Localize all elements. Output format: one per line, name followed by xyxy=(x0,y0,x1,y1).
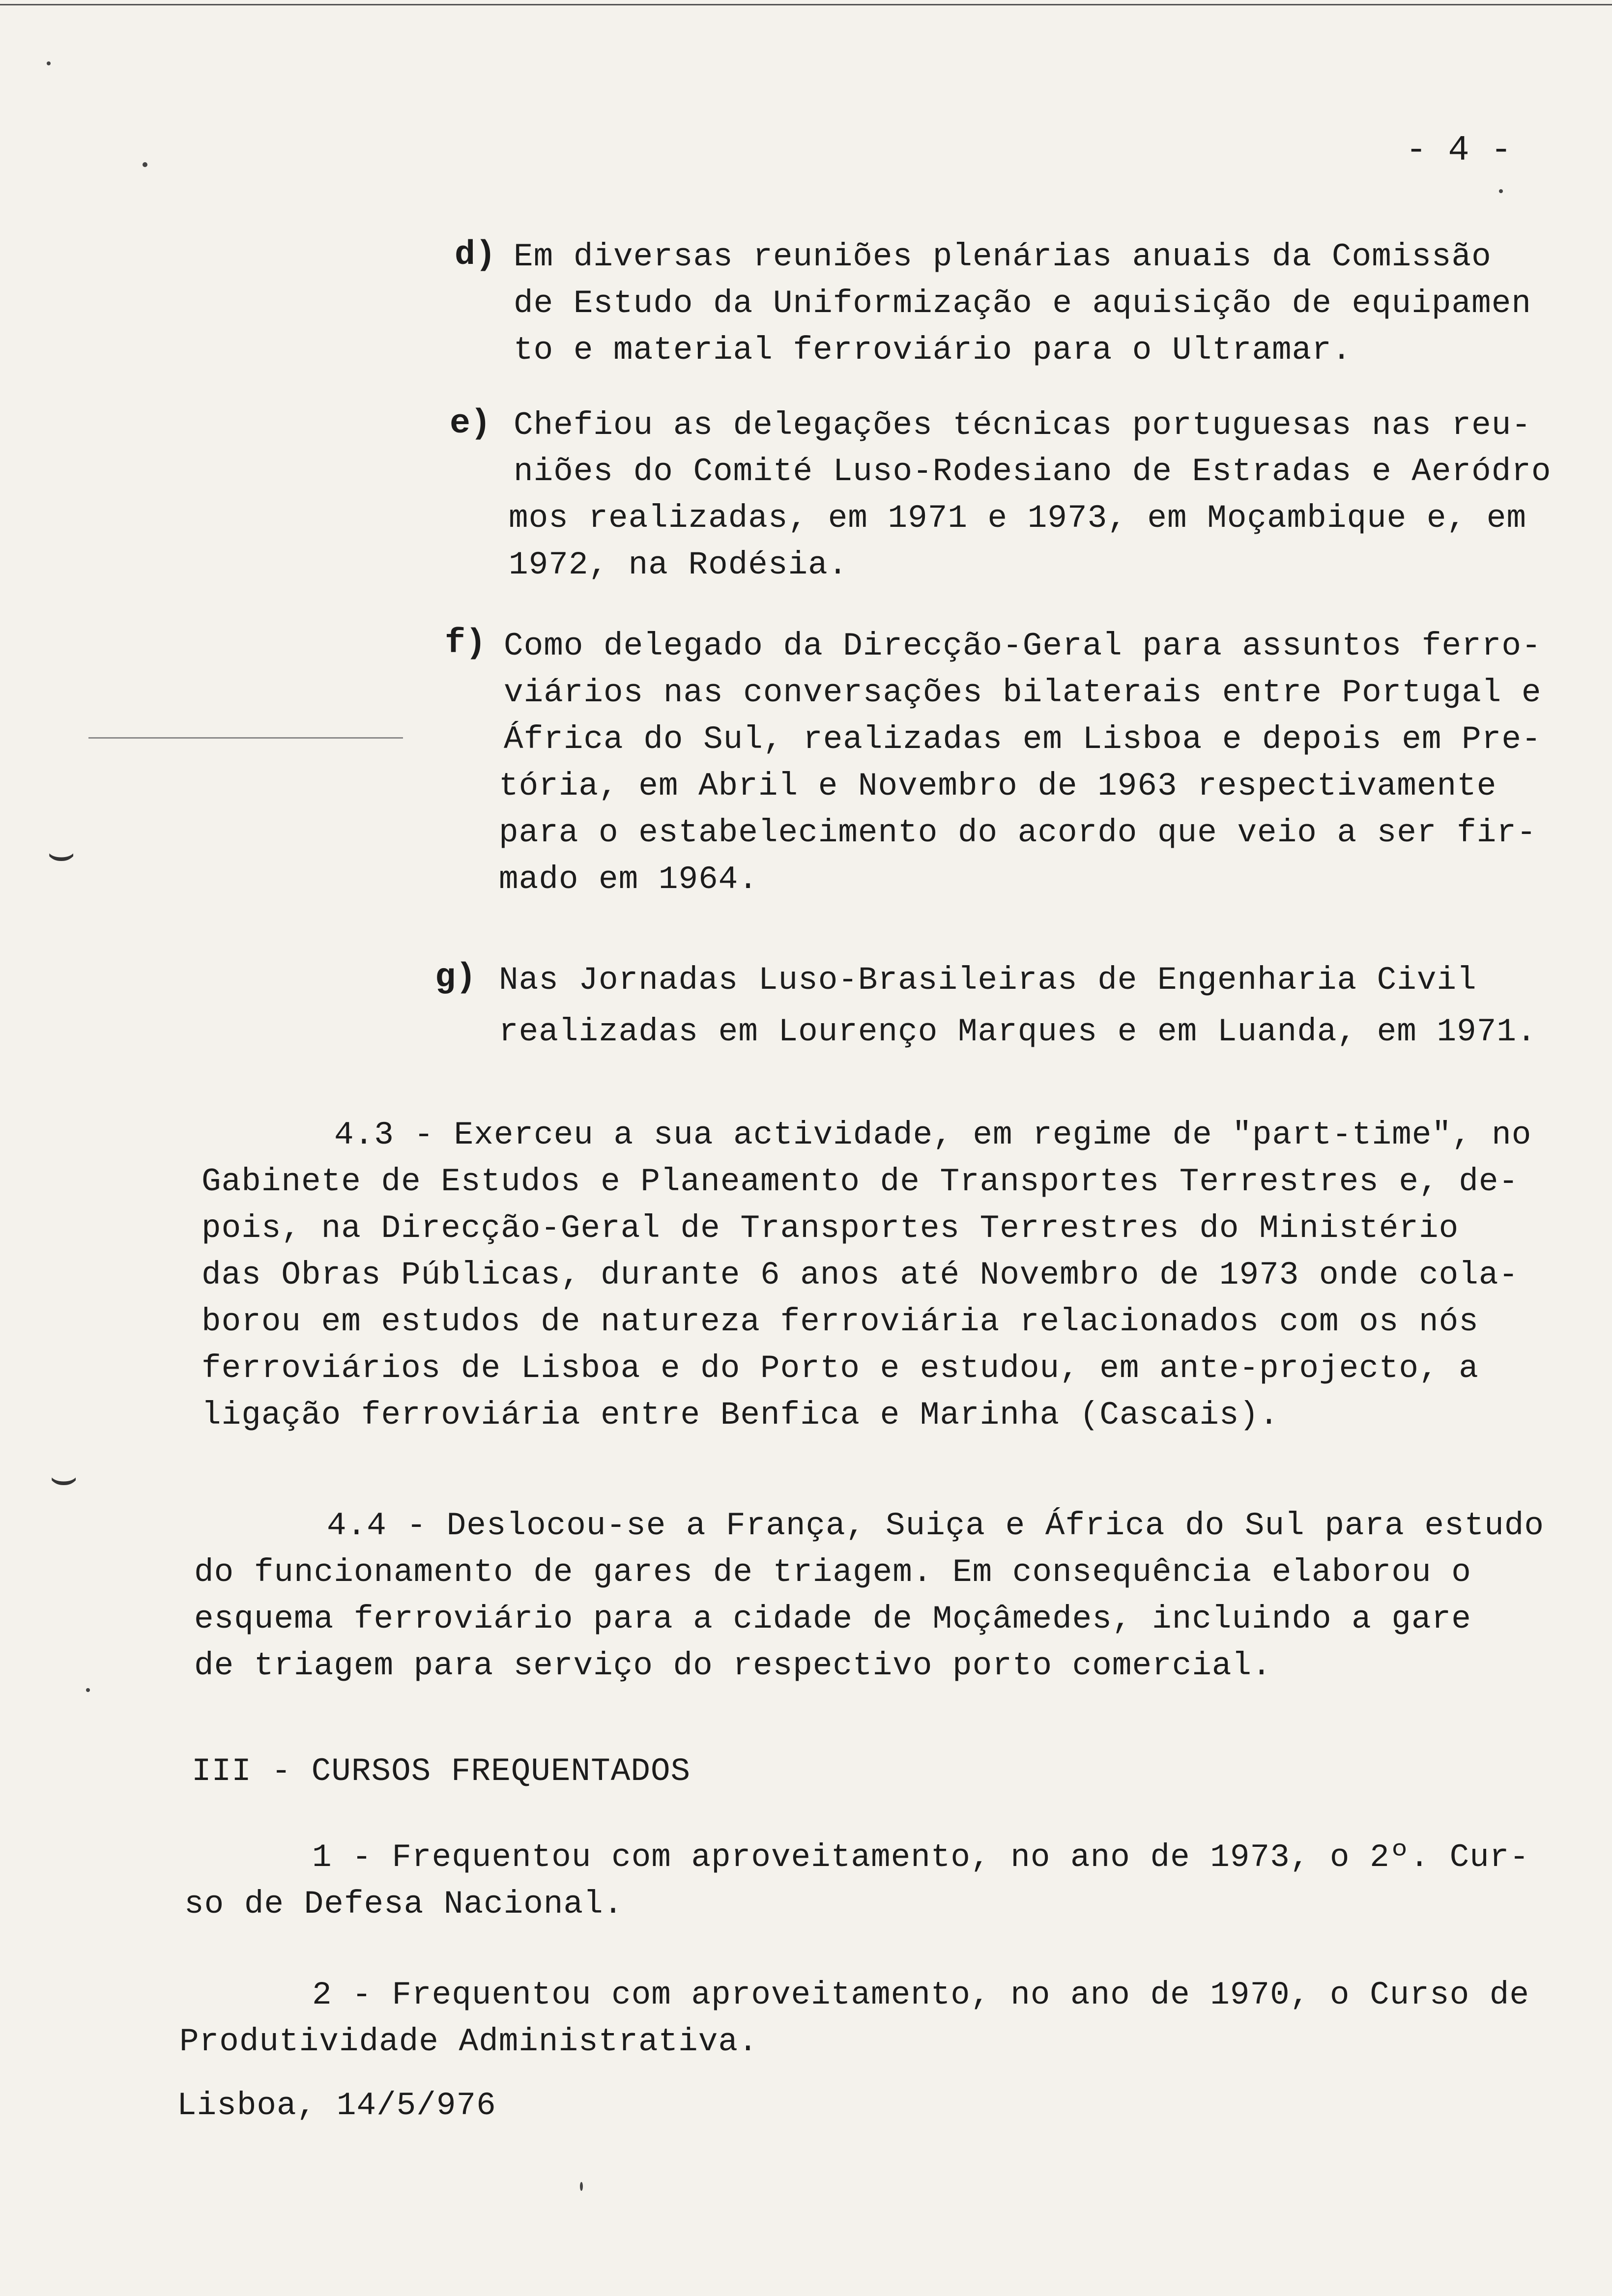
course-1-line: 1 - Frequentou com aproveitamento, no ano de 1973, o 2º. Cur- xyxy=(312,1839,1529,1876)
course-2-line: Produtividade Administrativa. xyxy=(179,2023,758,2060)
para-4-3-line: ferroviários de Lisboa e do Porto e estudou, em ante-projecto, a xyxy=(202,1350,1479,1387)
item-e-line: mos realizadas, em 1971 e 1973, em Moçambique e, em xyxy=(509,500,1526,537)
item-d-line: to e material ferroviário para o Ultramar. xyxy=(514,332,1352,369)
item-e-line: niões do Comité Luso-Rodesiano de Estradas e Aeródro xyxy=(514,453,1552,490)
para-4-4-line: do funcionamento de gares de triagem. Em consequência elaborou o xyxy=(194,1554,1471,1591)
speck xyxy=(47,61,51,65)
item-label-d: d) xyxy=(455,236,496,275)
item-d-line: de Estudo da Uniformização e aquisição de equipamen xyxy=(514,285,1531,322)
item-f-line: tória, em Abril e Novembro de 1963 respectivamente xyxy=(499,768,1497,804)
item-label-f: f) xyxy=(445,624,487,663)
speck xyxy=(580,2182,583,2191)
item-f-line: África do Sul, realizadas em Lisboa e depois em Pre- xyxy=(504,721,1542,758)
speck xyxy=(143,162,147,167)
para-4-3-line: 4.3 - Exerceu a sua actividade, em regime de "part-time", no xyxy=(334,1117,1532,1153)
para-4-3-line: pois, na Direcção-Geral de Transportes Terrestres do Ministério xyxy=(202,1210,1459,1247)
top-edge-line xyxy=(0,4,1612,5)
item-f-line: mado em 1964. xyxy=(499,861,758,898)
para-4-4-line: 4.4 - Deslocou-se a França, Suiça e África do Sul para estudo xyxy=(327,1507,1544,1544)
para-4-4-line: de triagem para serviço do respectivo porto comercial. xyxy=(194,1647,1272,1684)
margin-mark: ⌣ xyxy=(49,1456,79,1506)
speck xyxy=(86,1688,90,1692)
margin-mark: ⌣ xyxy=(47,832,76,882)
item-g-line: realizadas em Lourenço Marques e em Luanda, em 1971. xyxy=(499,1013,1537,1050)
item-d-line: Em diversas reuniões plenárias anuais da Comissão xyxy=(514,238,1492,275)
item-label-e: e) xyxy=(450,404,491,443)
course-1-line: so de Defesa Nacional. xyxy=(184,1886,624,1923)
para-4-4-line: esquema ferroviário para a cidade de Moçâmedes, incluindo a gare xyxy=(194,1601,1471,1637)
item-f-line: viários nas conversações bilaterais entre Portugal e xyxy=(504,674,1542,711)
para-4-3-line: borou em estudos de natureza ferroviária relacionados com os nós xyxy=(202,1303,1479,1340)
para-4-3-line: das Obras Públicas, durante 6 anos até Novembro de 1973 onde cola- xyxy=(202,1257,1519,1293)
item-label-g: g) xyxy=(435,958,477,997)
item-f-line: Como delegado da Direcção-Geral para assuntos ferro- xyxy=(504,628,1542,664)
item-e-line: Chefiou as delegações técnicas portuguesas nas reu- xyxy=(514,407,1531,444)
item-e-line: 1972, na Rodésia. xyxy=(509,546,848,583)
item-g-line: Nas Jornadas Luso-Brasileiras de Engenharia Civil xyxy=(499,962,1477,999)
para-4-3-line: ligação ferroviária entre Benfica e Marinha (Cascais). xyxy=(202,1397,1279,1434)
closing-date: Lisboa, 14/5/976 xyxy=(177,2087,496,2124)
scan-artifact-line xyxy=(88,737,403,739)
section-heading: III - CURSOS FREQUENTADOS xyxy=(192,1753,691,1790)
page-number: - 4 - xyxy=(1406,130,1512,171)
para-4-3-line: Gabinete de Estudos e Planeamento de Transportes Terrestres e, de- xyxy=(202,1163,1519,1200)
course-2-line: 2 - Frequentou com aproveitamento, no ano de 1970, o Curso de xyxy=(312,1977,1529,2013)
item-f-line: para o estabelecimento do acordo que veio a ser fir- xyxy=(499,814,1537,851)
speck xyxy=(1499,189,1503,193)
